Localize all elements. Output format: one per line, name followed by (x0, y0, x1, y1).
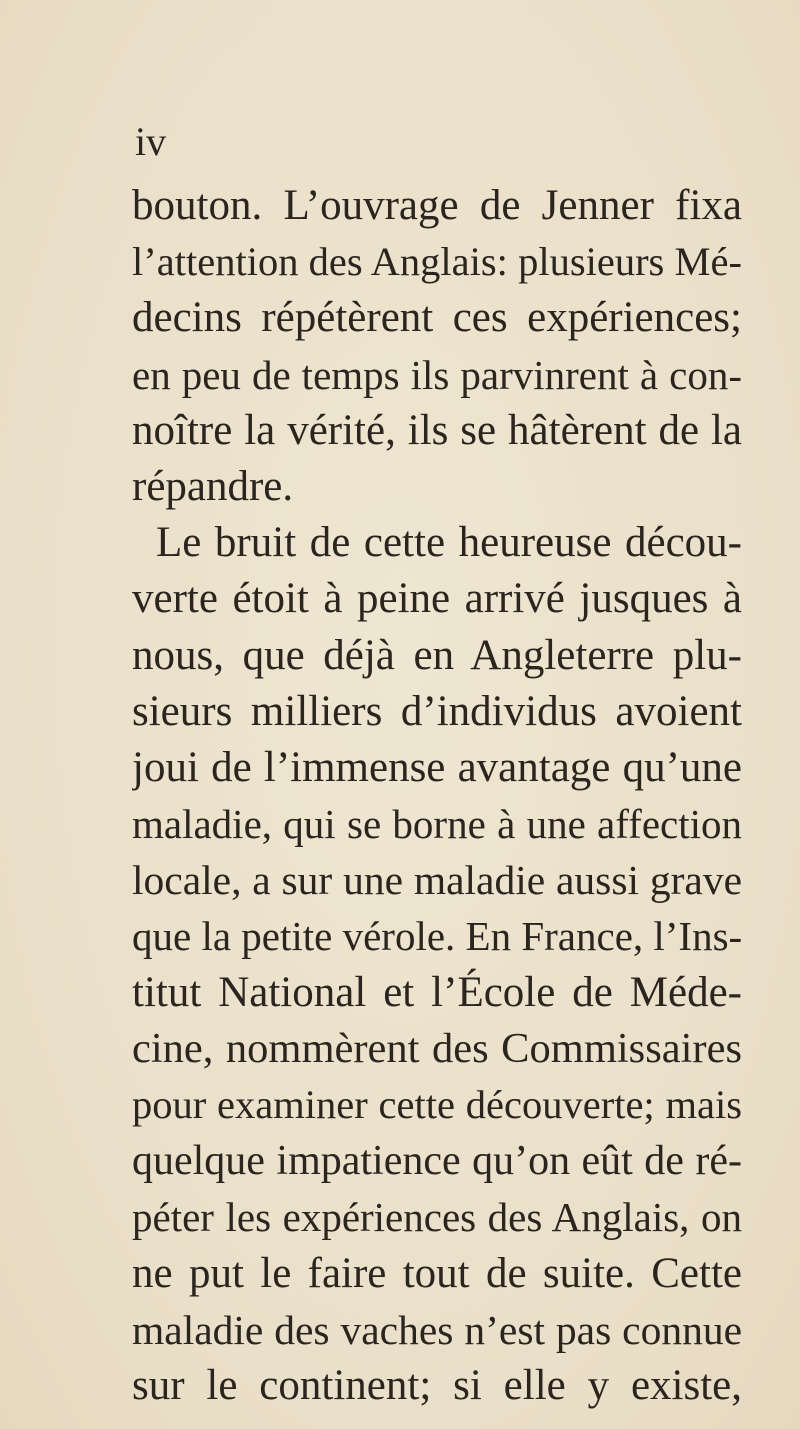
text-line: l’attention des Anglais: plusieurs Mé- (132, 239, 742, 285)
text-line: sieurs milliers d’individus avoient (132, 687, 742, 735)
text-line: répandre. (132, 462, 294, 510)
text-line: ne put le faire tout de suite. Cette (132, 1249, 742, 1297)
text-line: en peu de temps ils parvinrent à con- (132, 351, 742, 398)
body-text (132, 178, 742, 1414)
text-line: joui de l’immense avantage qu’une (132, 743, 742, 791)
text-line: locale, a sur une maladie aussi grave (132, 857, 742, 904)
text-line: decins répétèrent ces expériences; (132, 294, 742, 342)
text-line: maladie des vaches n’est pas connue (132, 1306, 742, 1353)
text-line: que la petite vérole. En France, l’Ins- (132, 913, 742, 960)
text-line: Le bruit de cette heureuse décou- (156, 519, 742, 567)
text-line: nous, que déjà en Angleterre plu- (132, 631, 742, 679)
text-line: pour examiner cette découverte; mais (132, 1082, 742, 1127)
text-line: sur le continent; si elle y existe, (132, 1361, 742, 1409)
page-number: iv (135, 119, 167, 164)
text-line: cine, nommèrent des Commissaires (132, 1024, 742, 1072)
text-line: verte étoit à peine arrivé jusques à (132, 575, 742, 623)
text-line: bouton. L’ouvrage de Jenner fixa (132, 182, 742, 229)
text-line: maladie, qui se borne à une affection (132, 801, 742, 848)
text-line: quelque impatience qu’on eût de ré- (132, 1138, 742, 1185)
text-line: péter les expériences des Anglais, on (132, 1194, 742, 1241)
text-line: titut National et l’École de Méde- (132, 968, 742, 1016)
text-line: noître la vérité, ils se hâtèrent de la (132, 406, 742, 454)
